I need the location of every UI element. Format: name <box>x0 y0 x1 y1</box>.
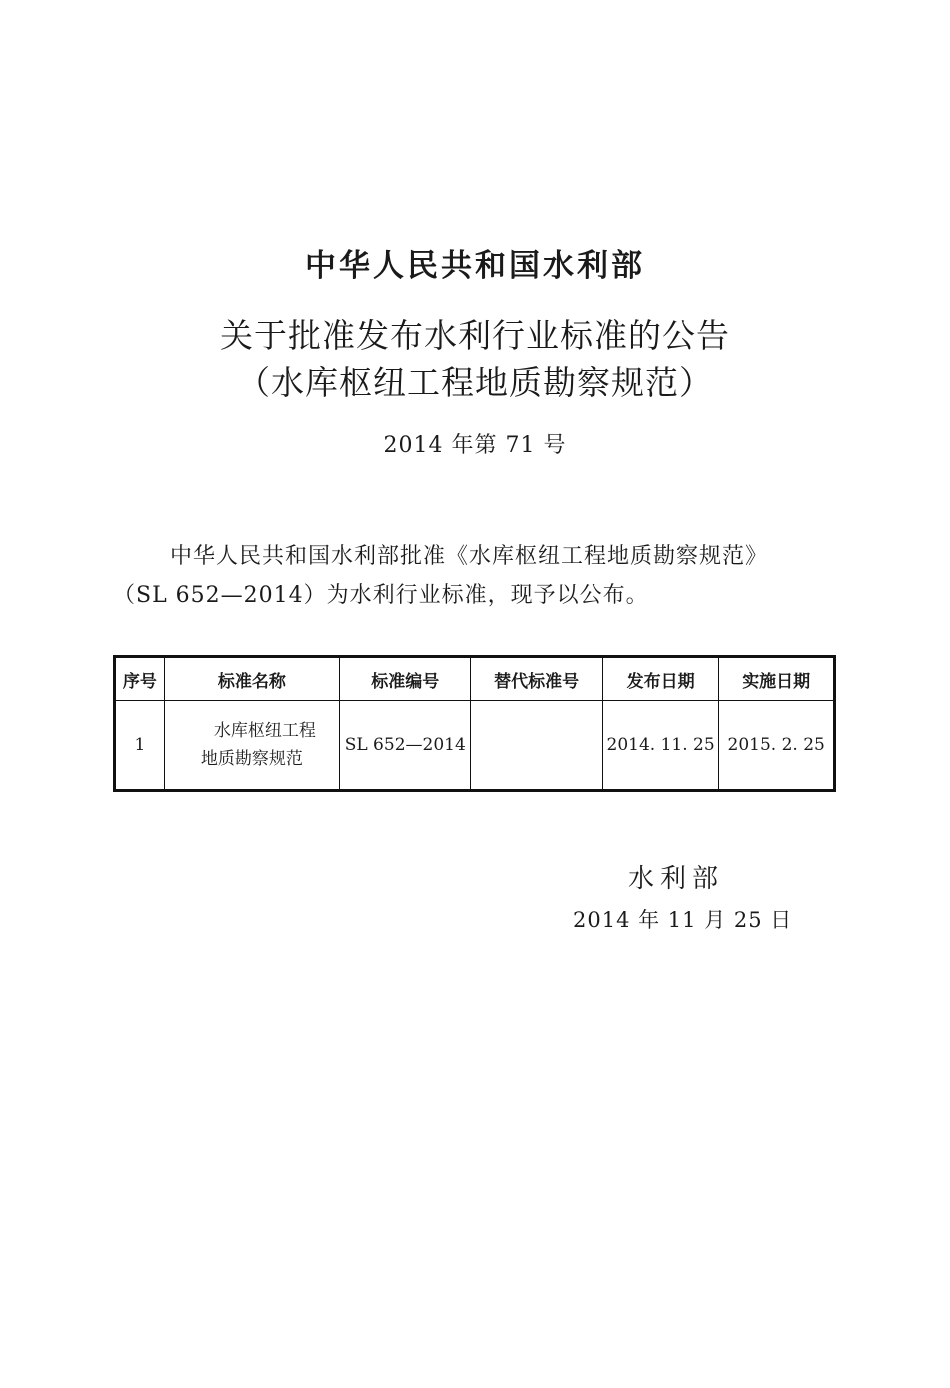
table-header-row <box>115 657 835 701</box>
header-name: 标准名称 <box>164 657 339 701</box>
announcement-title: 关于批准发布水利行业标准的公告 <box>220 316 730 355</box>
signature-date: 2014 年 11 月 25 日 <box>573 908 793 932</box>
body-text-line-1: 中华人民共和国水利部批准《水库枢纽工程地质勘察规范》 <box>170 544 769 569</box>
signature-org: 水利部 <box>628 864 725 894</box>
cell-name-line-2: 地质勘察规范 <box>200 749 303 769</box>
table-row <box>115 701 835 791</box>
cell-effective-date: 2015. 2. 25 <box>719 701 835 791</box>
issuing-ministry: 中华人民共和国水利部 <box>305 248 645 284</box>
body-text-line-2: （SL 652—2014）为水利行业标准，现予以公布。 <box>113 583 649 608</box>
header-seq: 序号 <box>115 657 165 701</box>
header-code: 标准编号 <box>340 657 471 701</box>
cell-issue-date: 2014. 11. 25 <box>602 701 719 791</box>
document-number: 2014 年第 71 号 <box>383 433 567 458</box>
announcement-subtitle: （水库枢纽工程地质勘察规范） <box>237 363 713 402</box>
standards-table <box>113 655 836 792</box>
header-effective-date: 实施日期 <box>719 657 835 701</box>
cell-code: SL 652—2014 <box>340 701 471 791</box>
cell-name <box>164 701 339 791</box>
header-replaces: 替代标准号 <box>471 657 602 701</box>
cell-replaces <box>471 701 602 791</box>
header-issue-date: 发布日期 <box>602 657 719 701</box>
cell-name-line-1: 水库枢纽工程 <box>213 721 316 741</box>
cell-seq: 1 <box>115 701 165 791</box>
